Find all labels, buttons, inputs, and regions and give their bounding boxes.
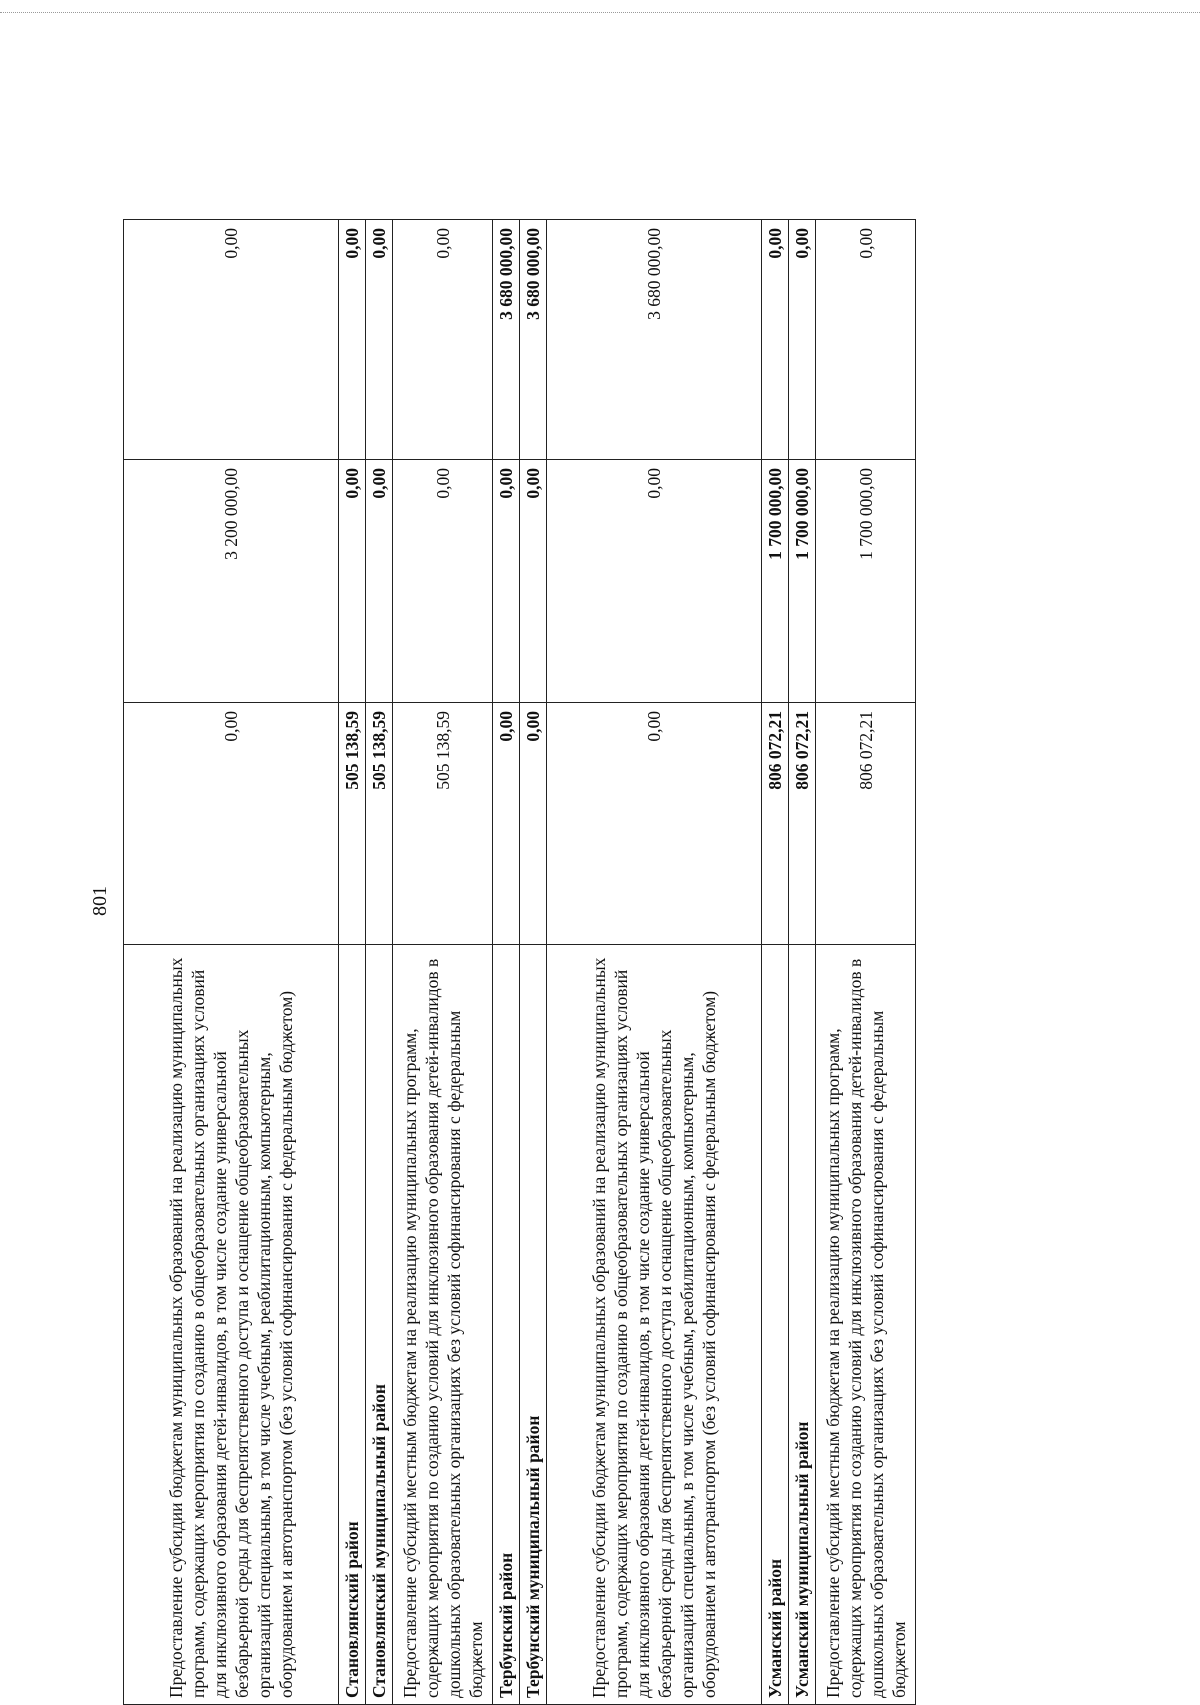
- row-value-2: 0,00: [520, 460, 547, 703]
- row-value-1: 806 072,21: [816, 703, 916, 945]
- row-value-3: 0,00: [339, 220, 366, 460]
- row-value-2: 1 700 000,00: [789, 460, 816, 703]
- row-value-2: 1 700 000,00: [816, 460, 916, 703]
- row-value-3: 0,00: [366, 220, 393, 460]
- top-dotted-rule: [0, 12, 1200, 13]
- row-description: Предоставление субсидии бюджетам муниципальных образований на реализацию муниципальных программ, содержащих мероприятия по созданию в общеобразовательных организациях условий для инклюзивного образования детей-инвалидов, в том числе создание универсальной безбарьерной среды для беспрепятственного доступа и оснащение общеобразовательных организаций специальным, в том числе учебным, реабилитационным, компьютерным, оборудованием и автотранспортом (без условий софинансирования с федеральным бюджетом): [547, 945, 762, 1705]
- row-value-2: 0,00: [366, 460, 393, 703]
- row-description: Становлянский район: [339, 945, 366, 1705]
- table-row: [493, 220, 520, 1705]
- table-row: [393, 220, 493, 1705]
- row-description: Тербунский муниципальный район: [520, 945, 547, 1705]
- row-value-1: 0,00: [520, 703, 547, 945]
- row-value-3: 3 680 000,00: [520, 220, 547, 460]
- row-value-1: 505 138,59: [339, 703, 366, 945]
- page-number: 801: [89, 886, 111, 916]
- row-description: Тербунский район: [493, 945, 520, 1705]
- row-description: Становлянский муниципальный район: [366, 945, 393, 1705]
- row-value-2: 3 200 000,00: [124, 460, 339, 703]
- row-value-2: 0,00: [547, 460, 762, 703]
- table-row: [366, 220, 393, 1705]
- row-value-3: 0,00: [789, 220, 816, 460]
- table-row: [762, 220, 789, 1705]
- table-row: [789, 220, 816, 1705]
- table-row: [816, 220, 916, 1705]
- row-value-2: 0,00: [493, 460, 520, 703]
- row-value-3: 0,00: [816, 220, 916, 460]
- row-value-2: 0,00: [339, 460, 366, 703]
- row-description: Усманский район: [762, 945, 789, 1705]
- row-value-1: 0,00: [124, 703, 339, 945]
- row-value-1: 505 138,59: [366, 703, 393, 945]
- row-value-1: 806 072,21: [789, 703, 816, 945]
- row-description: Предоставление субсидии бюджетам муниципальных образований на реализацию муниципальных программ, содержащих мероприятия по созданию в общеобразовательных организациях условий для инклюзивного образования детей-инвалидов, в том числе создание универсальной безбарьерной среды для беспрепятственного доступа и оснащение общеобразовательных организаций специальным, в том числе учебным, реабилитационным, компьютерным, оборудованием и автотранспортом (без условий софинансирования с федеральным бюджетом): [124, 945, 339, 1705]
- row-value-1: 0,00: [493, 703, 520, 945]
- row-value-3: 0,00: [393, 220, 493, 460]
- table-row: [124, 220, 339, 1705]
- row-value-3: 0,00: [762, 220, 789, 460]
- row-value-2: 0,00: [393, 460, 493, 703]
- row-description: Предоставление субсидий местным бюджетам на реализацию муниципальных программ, содержащих мероприятия по созданию условий для инклюзивного образования детей-инвалидов в дошкольных образовательных организациях без условий софинансирования с федеральным бюджетом: [816, 945, 916, 1705]
- table-row: [339, 220, 366, 1705]
- row-value-1: 505 138,59: [393, 703, 493, 945]
- row-value-3: 0,00: [124, 220, 339, 460]
- row-value-1: 0,00: [547, 703, 762, 945]
- rotated-table-container: [123, 220, 1023, 1705]
- row-value-1: 806 072,21: [762, 703, 789, 945]
- row-description: Усманский муниципальный район: [789, 945, 816, 1705]
- budget-table: [123, 219, 916, 1705]
- row-description: Предоставление субсидий местным бюджетам на реализацию муниципальных программ, содержащих мероприятия по созданию условий для инклюзивного образования детей-инвалидов в дошкольных образовательных организациях без условий софинансирования с федеральным бюджетом: [393, 945, 493, 1705]
- table-row: [520, 220, 547, 1705]
- row-value-2: 1 700 000,00: [762, 460, 789, 703]
- row-value-3: 3 680 000,00: [493, 220, 520, 460]
- table-row: [547, 220, 762, 1705]
- row-value-3: 3 680 000,00: [547, 220, 762, 460]
